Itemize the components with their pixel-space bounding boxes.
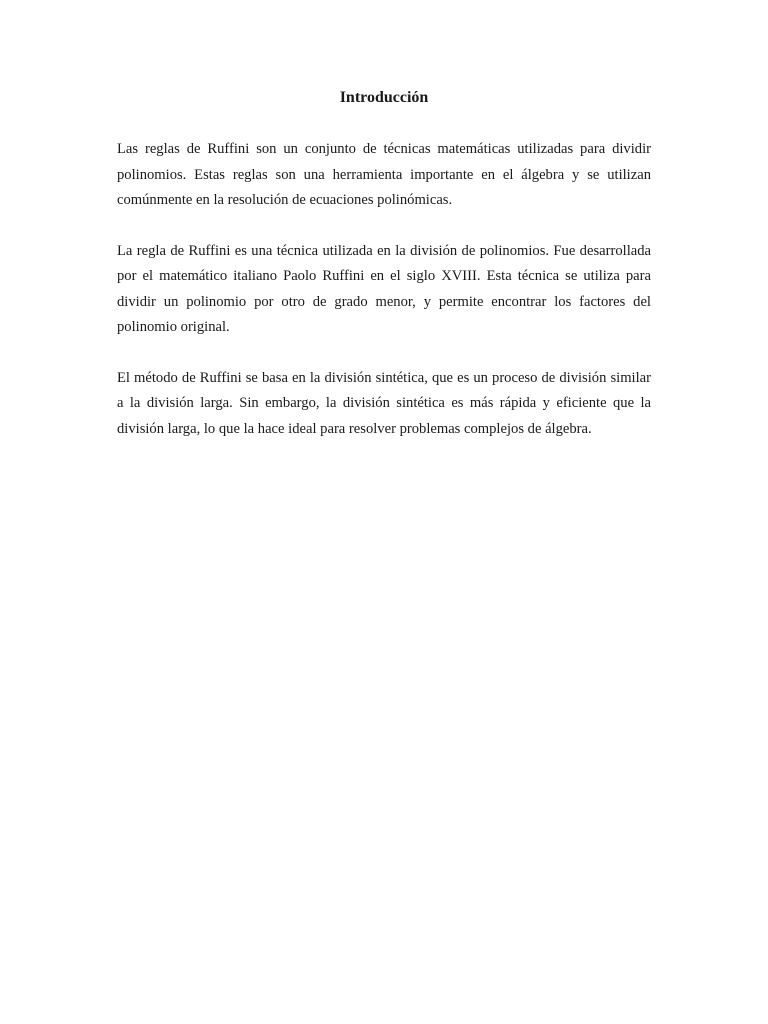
paragraph-2: La regla de Ruffini es una técnica utilizada en la división de polinomios. Fue desarrollada por el matemático italiano Paolo Ruffini en el siglo XVIII. Esta técnica se utiliza para dividir un polinomio por otro de grado menor, y permite encontrar los factores del polinomio original. [117,242,651,335]
body-text [117,137,651,467]
page-title: Introducción [339,89,429,106]
paragraph-3: El método de Ruffini se basa en la división sintética, que es un proceso de división similar a la división larga. Sin embargo, la división sintética es más rápida y eficiente que la división larga, lo que la hace ideal para resolver problemas complejos de álgebra. [117,369,651,437]
paragraph-1: Las reglas de Ruffini son un conjunto de técnicas matemáticas utilizadas para dividir polinomios. Estas reglas son una herramienta importante en el álgebra y se utilizan comúnmente en la resolución de ecuaciones polinómicas. [117,141,651,208]
